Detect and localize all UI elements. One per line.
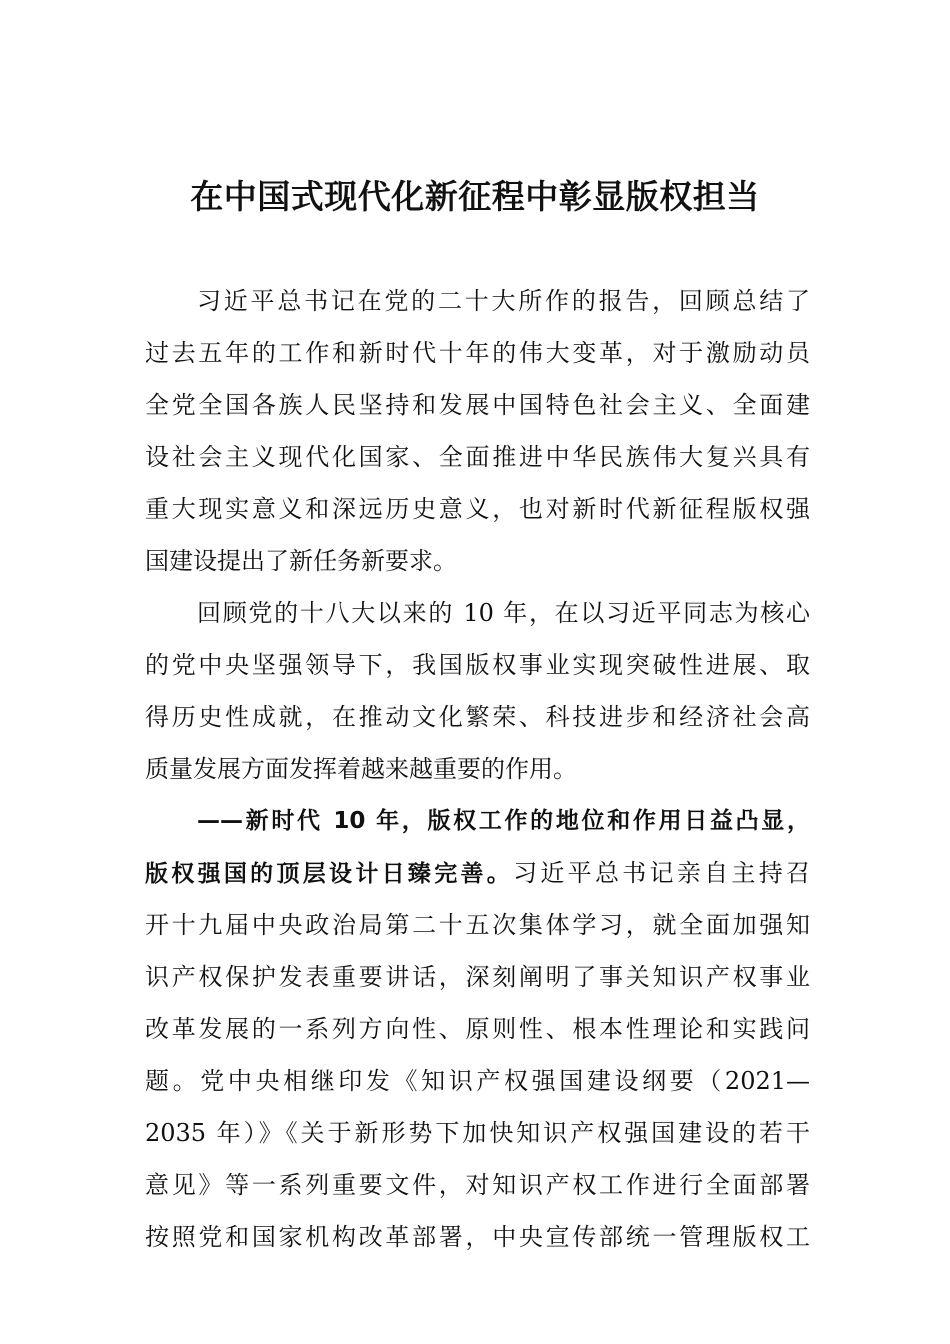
text-line: 设社会主义现代化国家、全面推进中华民族伟大复兴具有 bbox=[145, 443, 810, 471]
text-line: 按照党和国家机构改革部署，中央宣传部统一管理版权工 bbox=[145, 1223, 810, 1251]
text-line: 质量发展方面发挥着越来越重要的作用。 bbox=[145, 755, 577, 783]
document-title: 在中国式现代化新征程中彰显版权担当 bbox=[190, 177, 760, 216]
text-line: 回顾党的十八大以来的 10 年，在以习近平同志为核心 bbox=[197, 599, 810, 627]
bold-heading-line: ——新时代 10 年，版权工作的地位和作用日益凸显， bbox=[197, 808, 810, 834]
bold-heading-end: 版权强国的顶层设计日臻完善。 bbox=[145, 861, 514, 887]
text-line: 题。党中央相继印发《知识产权强国建设纲要（2021— bbox=[145, 1067, 810, 1095]
text-line: 的党中央坚强领导下，我国版权事业实现突破性进展、取 bbox=[145, 651, 810, 679]
text-line: 国建设提出了新任务新要求。 bbox=[145, 547, 457, 575]
text-line: 识产权保护发表重要讲话，深刻阐明了事关知识产权事业 bbox=[145, 963, 810, 991]
text-line bbox=[145, 847, 810, 899]
paragraph-2 bbox=[145, 587, 810, 795]
text-line: 重大现实意义和深远历史意义，也对新时代新征程版权强 bbox=[145, 495, 810, 523]
text-line: 习近平总书记在党的二十大所作的报告，回顾总结了 bbox=[197, 287, 810, 315]
text-line: 得历史性成就，在推动文化繁荣、科技进步和经济社会高 bbox=[145, 703, 810, 731]
text-line: 改革发展的一系列方向性、原则性、根本性理论和实践问 bbox=[145, 1015, 810, 1043]
document-body bbox=[145, 275, 810, 1263]
text-line: 过去五年的工作和新时代十年的伟大变革，对于激励动员 bbox=[145, 339, 810, 367]
text-line: 开十九届中央政治局第二十五次集体学习，就全面加强知 bbox=[145, 911, 810, 939]
text-line: 2035 年）》《关于新形势下加快知识产权强国建设的若干 bbox=[145, 1119, 810, 1147]
text-line: 全党全国各族人民坚持和发展中国特色社会主义、全面建 bbox=[145, 391, 810, 419]
text-run: 习近平总书记亲自主持召 bbox=[513, 859, 811, 887]
text-line: 意见》等一系列重要文件，对知识产权工作进行全面部署 bbox=[145, 1171, 810, 1199]
paragraph-3 bbox=[145, 795, 810, 1263]
paragraph-1 bbox=[145, 275, 810, 587]
